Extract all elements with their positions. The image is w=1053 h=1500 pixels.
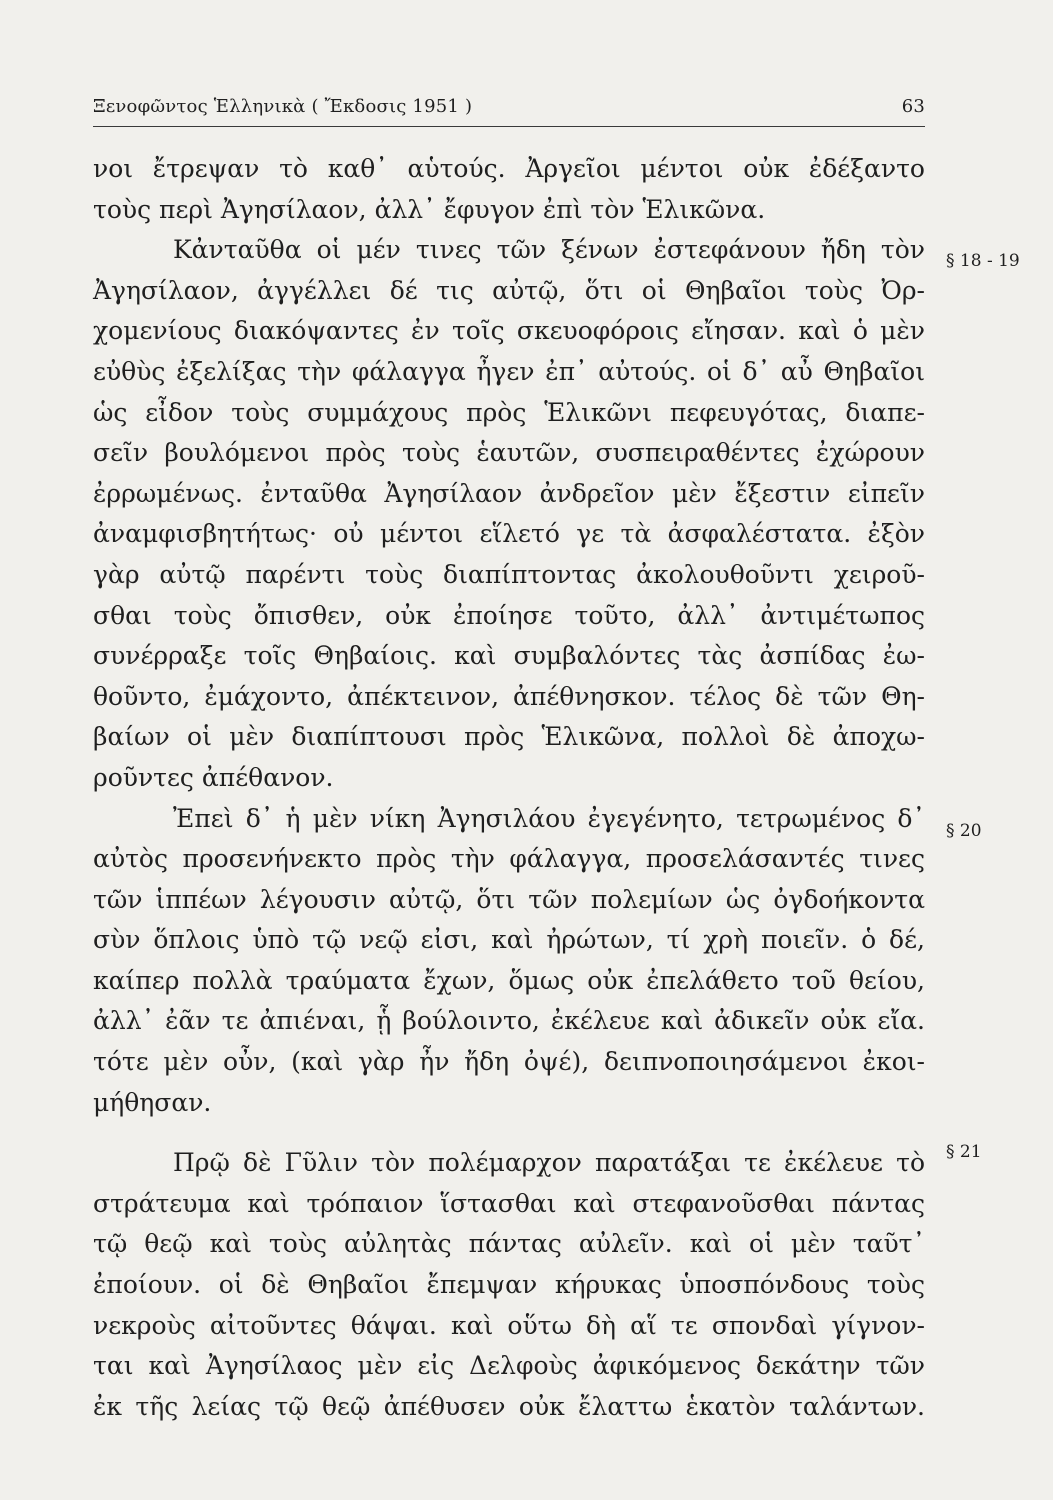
text-line: νοι ἔτρεψαν τὸ καθ᾽ αὑτούς. Ἀργεῖοι μέντοι οὐκ ἐδέξαντο xyxy=(93,154,925,183)
page-number: 63 xyxy=(901,96,925,117)
text-line: στράτευμα καὶ τρόπαιον ἵστασθαι καὶ στεφανοῦσθαι πάντας xyxy=(93,1188,925,1218)
text-line: σεῖν βουλόμενοι πρὸς τοὺς ἑαυτῶν, συσπειραθέντες ἐχώρουν xyxy=(93,438,925,468)
running-header xyxy=(93,96,925,117)
body-text xyxy=(93,149,925,1427)
text-line: τῶν ἱππέων λέγουσιν αὐτῷ, ὅτι τῶν πολεμίων ὡς ὀγδοήκοντα xyxy=(93,884,925,914)
running-title: Ξενοφῶντος Ἑλληνικὰ ( Ἔκδοσις 1951 ) xyxy=(93,96,473,117)
text-line: Ἐπεὶ δ᾽ ἡ μὲν νίκη Ἀγησιλάου ἐγεγένητο, τετρωμένος δ᾽ xyxy=(173,803,925,833)
section-marker: § 21 xyxy=(946,1142,982,1162)
text-line: ἀλλ᾽ ἐᾶν τε ἀπιέναι, ᾗ βούλοιντο, ἐκέλευε καὶ ἀδικεῖν οὐκ εἴα. xyxy=(93,1006,925,1036)
text-line: καίπερ πολλὰ τραύματα ἔχων, ὅμως οὐκ ἐπελάθετο τοῦ θείου, xyxy=(93,965,925,995)
text-line: συνέρραξε τοῖς Θηβαίοις. καὶ συμβαλόντες τὰς ἀσπίδας ἐω- xyxy=(93,641,925,671)
text-line: εὐθὺς ἐξελίξας τὴν φάλαγγα ἦγεν ἐπ᾽ αὐτούς. οἱ δ᾽ αὖ Θηβαῖοι xyxy=(93,356,925,386)
text-line: Πρῷ δὲ Γῦλιν τὸν πολέμαρχον παρατάξαι τε ἐκέλευε τὸ xyxy=(173,1148,925,1178)
paragraph-gap xyxy=(93,1123,925,1143)
text-line: ἐποίουν. οἱ δὲ Θηβαῖοι ἔπεμψαν κήρυκας ὑποσπόνδους τοὺς xyxy=(93,1270,925,1300)
text-line: ἐρρωμένως. ἐνταῦθα Ἀγησίλαον ἀνδρεῖον μὲν ἔξεστιν εἰπεῖν xyxy=(93,478,925,508)
text-line: αὐτὸς προσενήνεκτο πρὸς τὴν φάλαγγα, προσελάσαντές τινες xyxy=(93,844,925,874)
section-marker: § 18 - 19 xyxy=(946,251,1020,271)
text-line: χομενίους διακόψαντες ἐν τοῖς σκευοφόροις εἴησαν. καὶ ὁ μὲν xyxy=(93,316,925,346)
text-line: βαίων οἱ μὲν διαπίπτουσι πρὸς Ἑλικῶνα, πολλοὶ δὲ ἀποχω- xyxy=(93,722,925,752)
text-line: θοῦντο, ἐμάχοντο, ἀπέκτεινον, ἀπέθνησκον. τέλος δὲ τῶν Θη- xyxy=(93,681,925,711)
text-line: ται καὶ Ἀγησίλαος μὲν εἰς Δελφοὺς ἀφικόμενος δεκάτην τῶν xyxy=(93,1351,925,1381)
text-line: ἐκ τῆς λείας τῷ θεῷ ἀπέθυσεν οὐκ ἔλαττω ἑκατὸν ταλάντων. xyxy=(93,1391,925,1421)
text-line: σὺν ὅπλοις ὑπὸ τῷ νεῷ εἰσι, καὶ ἠρώτων, τί χρὴ ποιεῖν. ὁ δέ, xyxy=(93,925,925,955)
text-line: γὰρ αὐτῷ παρέντι τοὺς διαπίπτοντας ἀκολουθοῦντι χειροῦ- xyxy=(93,559,925,589)
header-rule xyxy=(93,126,925,127)
text-line: τότε μὲν οὖν, (καὶ γὰρ ἦν ἤδη ὀψέ), δειπνοποιησάμενοι ἐκοι- xyxy=(93,1047,925,1077)
text-line: ὡς εἶδον τοὺς συμμάχους πρὸς Ἑλικῶνι πεφευγότας, διαπε- xyxy=(93,397,925,427)
text-line: τοὺς περὶ Ἀγησίλαον, ἀλλ᾽ ἔφυγον ἐπὶ τὸν Ἑλικῶνα. xyxy=(93,194,766,224)
text-line: Ἀγησίλαον, ἀγγέλλει δέ τις αὐτῷ, ὅτι οἱ Θηβαῖοι τοὺς Ὀρ- xyxy=(93,275,925,305)
text-line: τῷ θεῷ καὶ τοὺς αὐλητὰς πάντας αὐλεῖν. καὶ οἱ μὲν ταῦτ᾽ xyxy=(93,1229,925,1259)
text-line: Κἀνταῦθα οἱ μέν τινες τῶν ξένων ἐστεφάνουν ἤδη τὸν xyxy=(173,235,925,265)
text-line: ροῦντες ἀπέθανον. xyxy=(93,762,334,792)
text-line: νεκροὺς αἰτοῦντες θάψαι. καὶ οὕτω δὴ αἵ τε σπονδαὶ γίγνον- xyxy=(93,1310,925,1340)
text-line: μήθησαν. xyxy=(93,1087,212,1117)
text-line: ἀναμφισβητήτως· οὐ μέντοι εἵλετό γε τὰ ἀσφαλέστατα. ἐξὸν xyxy=(93,519,925,549)
text-line: σθαι τοὺς ὄπισθεν, οὐκ ἐποίησε τοῦτο, ἀλλ᾽ ἀντιμέτωπος xyxy=(93,600,925,630)
section-marker: § 20 xyxy=(946,821,982,841)
